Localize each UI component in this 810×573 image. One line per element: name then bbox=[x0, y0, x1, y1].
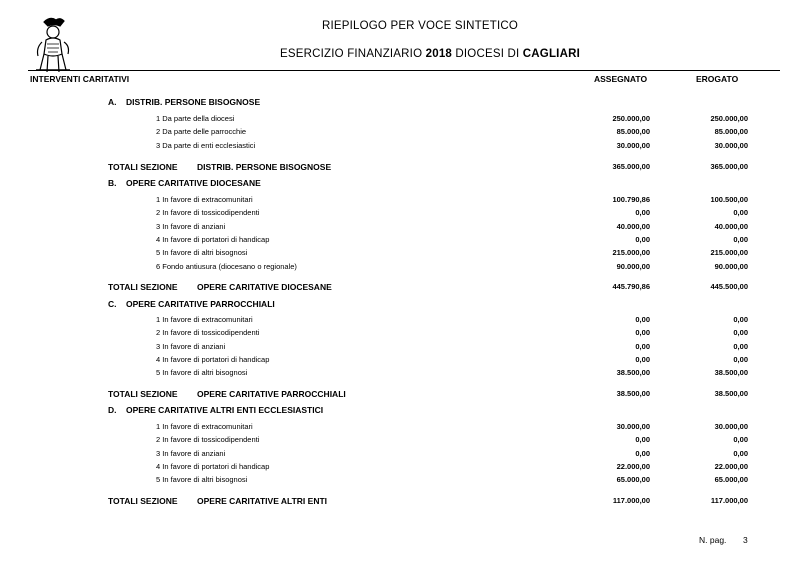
row-label: 5 In favore di altri bisognosi bbox=[156, 368, 248, 377]
disbursed-value: 0,00 bbox=[733, 328, 748, 337]
assigned-value: 85.000,00 bbox=[616, 127, 650, 136]
total-assigned-value: 365.000,00 bbox=[612, 162, 650, 171]
row-label: 4 In favore di portatori di handicap bbox=[156, 235, 270, 244]
section-title: DISTRIB. PERSONE BISOGNOSE bbox=[126, 97, 261, 107]
row-label: 5 In favore di altri bisognosi bbox=[156, 248, 248, 257]
section-letter: C. bbox=[108, 299, 117, 309]
row-label: 2 Da parte delle parrocchie bbox=[156, 127, 247, 136]
section-heading bbox=[108, 299, 275, 309]
total-assigned-value: 38.500,00 bbox=[616, 389, 650, 398]
subtitle-prefix: ESERCIZIO FINANZIARIO bbox=[280, 48, 426, 60]
assigned-value: 215.000,00 bbox=[612, 248, 650, 257]
section-letter: A. bbox=[108, 97, 117, 107]
assigned-value: 30.000,00 bbox=[616, 422, 650, 431]
assigned-value: 30.000,00 bbox=[616, 141, 650, 150]
total-section-name: DISTRIB. PERSONE BISOGNOSE bbox=[197, 162, 332, 172]
total-assigned-value: 445.790,86 bbox=[612, 282, 650, 291]
disbursed-value: 30.000,00 bbox=[714, 141, 748, 150]
section-title: OPERE CARITATIVE DIOCESANE bbox=[126, 178, 261, 188]
disbursed-value: 100.500,00 bbox=[710, 195, 748, 204]
diocese-name: CAGLIARI bbox=[522, 48, 580, 60]
disbursed-value: 0,00 bbox=[733, 355, 748, 364]
table-row bbox=[0, 366, 810, 379]
table-row bbox=[0, 220, 810, 233]
assigned-value: 100.790,86 bbox=[612, 195, 650, 204]
table-row bbox=[0, 340, 810, 353]
row-label: 4 In favore di portatori di handicap bbox=[156, 462, 270, 471]
assigned-value: 0,00 bbox=[635, 435, 650, 444]
row-label: 3 In favore di anziani bbox=[156, 449, 226, 458]
row-label: 1 In favore di extracomunitari bbox=[156, 315, 253, 324]
section-heading bbox=[108, 97, 260, 107]
table-row bbox=[0, 125, 810, 138]
table-row bbox=[0, 233, 810, 246]
report-subtitle bbox=[25, 48, 810, 60]
disbursed-value: 38.500,00 bbox=[714, 368, 748, 377]
row-label: 2 In favore di tossicodipendenti bbox=[156, 328, 260, 337]
header-divider bbox=[28, 70, 780, 71]
disbursed-value: 250.000,00 bbox=[710, 114, 748, 123]
assigned-value: 40.000,00 bbox=[616, 222, 650, 231]
section-letter: D. bbox=[108, 405, 117, 415]
section-title: OPERE CARITATIVE PARROCCHIALI bbox=[126, 299, 275, 309]
row-label: 2 In favore di tossicodipendenti bbox=[156, 208, 260, 217]
disbursed-value: 0,00 bbox=[733, 235, 748, 244]
disbursed-value: 0,00 bbox=[733, 435, 748, 444]
row-label: 3 In favore di anziani bbox=[156, 222, 226, 231]
total-disbursed-value: 38.500,00 bbox=[714, 389, 748, 398]
row-label: 6 Fondo antiusura (diocesano o regionale) bbox=[156, 262, 297, 271]
disbursed-value: 0,00 bbox=[733, 315, 748, 324]
section-title: OPERE CARITATIVE ALTRI ENTI ECCLESIASTICI bbox=[126, 405, 324, 415]
row-label: 2 In favore di tossicodipendenti bbox=[156, 435, 260, 444]
assigned-value: 0,00 bbox=[635, 355, 650, 364]
section-heading bbox=[108, 405, 323, 415]
table-row bbox=[0, 206, 810, 219]
disbursed-value: 215.000,00 bbox=[710, 248, 748, 257]
assigned-value: 0,00 bbox=[635, 208, 650, 217]
column-header-erogato: EROGATO bbox=[696, 74, 739, 84]
table-row bbox=[0, 139, 810, 152]
disbursed-value: 0,00 bbox=[733, 342, 748, 351]
assigned-value: 0,00 bbox=[635, 449, 650, 458]
row-label: 1 Da parte della diocesi bbox=[156, 114, 235, 123]
disbursed-value: 65.000,00 bbox=[714, 475, 748, 484]
column-header-assegnato: ASSEGNATO bbox=[594, 74, 648, 84]
total-assigned-value: 117.000,00 bbox=[612, 496, 650, 505]
column-header-interventi: INTERVENTI CARITATIVI bbox=[30, 74, 130, 84]
report-title: RIEPILOGO PER VOCE SINTETICO bbox=[321, 20, 519, 32]
assigned-value: 250.000,00 bbox=[612, 114, 650, 123]
table-row bbox=[0, 420, 810, 433]
total-section-name: OPERE CARITATIVE ALTRI ENTI bbox=[197, 496, 328, 506]
section-total-row bbox=[0, 387, 810, 401]
table-row bbox=[0, 246, 810, 259]
disbursed-value: 0,00 bbox=[733, 449, 748, 458]
page-number: 3 bbox=[743, 535, 748, 545]
total-label: TOTALI SEZIONE bbox=[108, 162, 178, 172]
table-row bbox=[0, 193, 810, 206]
total-disbursed-value: 117.000,00 bbox=[710, 496, 748, 505]
total-label: TOTALI SEZIONE bbox=[108, 496, 178, 506]
section-total-row bbox=[0, 280, 810, 294]
table-row bbox=[0, 473, 810, 486]
total-disbursed-value: 365.000,00 bbox=[710, 162, 748, 171]
assigned-value: 65.000,00 bbox=[616, 475, 650, 484]
total-label: TOTALI SEZIONE bbox=[108, 282, 178, 292]
table-row bbox=[0, 433, 810, 446]
total-section-name: OPERE CARITATIVE PARROCCHIALI bbox=[197, 389, 346, 399]
table-row bbox=[0, 313, 810, 326]
disbursed-value: 30.000,00 bbox=[714, 422, 748, 431]
table-row bbox=[0, 460, 810, 473]
row-label: 1 In favore di extracomunitari bbox=[156, 195, 253, 204]
assigned-value: 0,00 bbox=[635, 235, 650, 244]
section-letter: B. bbox=[108, 178, 117, 188]
total-label: TOTALI SEZIONE bbox=[108, 389, 178, 399]
disbursed-value: 85.000,00 bbox=[714, 127, 748, 136]
table-row bbox=[0, 326, 810, 339]
assigned-value: 38.500,00 bbox=[616, 368, 650, 377]
row-label: 4 In favore di portatori di handicap bbox=[156, 355, 270, 364]
table-row bbox=[0, 260, 810, 273]
fiscal-year: 2018 bbox=[425, 48, 453, 60]
total-disbursed-value: 445.500,00 bbox=[710, 282, 748, 291]
disbursed-value: 0,00 bbox=[733, 208, 748, 217]
section-heading bbox=[108, 178, 261, 188]
section-total-row bbox=[0, 494, 810, 508]
row-label: 5 In favore di altri bisognosi bbox=[156, 475, 248, 484]
assigned-value: 22.000,00 bbox=[616, 462, 650, 471]
total-section-name: OPERE CARITATIVE DIOCESANE bbox=[197, 282, 332, 292]
disbursed-value: 22.000,00 bbox=[714, 462, 748, 471]
row-label: 3 In favore di anziani bbox=[156, 342, 226, 351]
row-label: 3 Da parte di enti ecclesiastici bbox=[156, 141, 256, 150]
table-row bbox=[0, 353, 810, 366]
disbursed-value: 40.000,00 bbox=[714, 222, 748, 231]
assigned-value: 0,00 bbox=[635, 342, 650, 351]
section-total-row bbox=[0, 160, 810, 174]
assigned-value: 0,00 bbox=[635, 315, 650, 324]
table-row bbox=[0, 447, 810, 460]
table-row bbox=[0, 112, 810, 125]
disbursed-value: 90.000,00 bbox=[714, 262, 748, 271]
page-number-label: N. pag. bbox=[699, 535, 727, 545]
assigned-value: 90.000,00 bbox=[616, 262, 650, 271]
row-label: 1 In favore di extracomunitari bbox=[156, 422, 253, 431]
subtitle-mid: DIOCESI DI bbox=[452, 48, 523, 60]
assigned-value: 0,00 bbox=[635, 328, 650, 337]
